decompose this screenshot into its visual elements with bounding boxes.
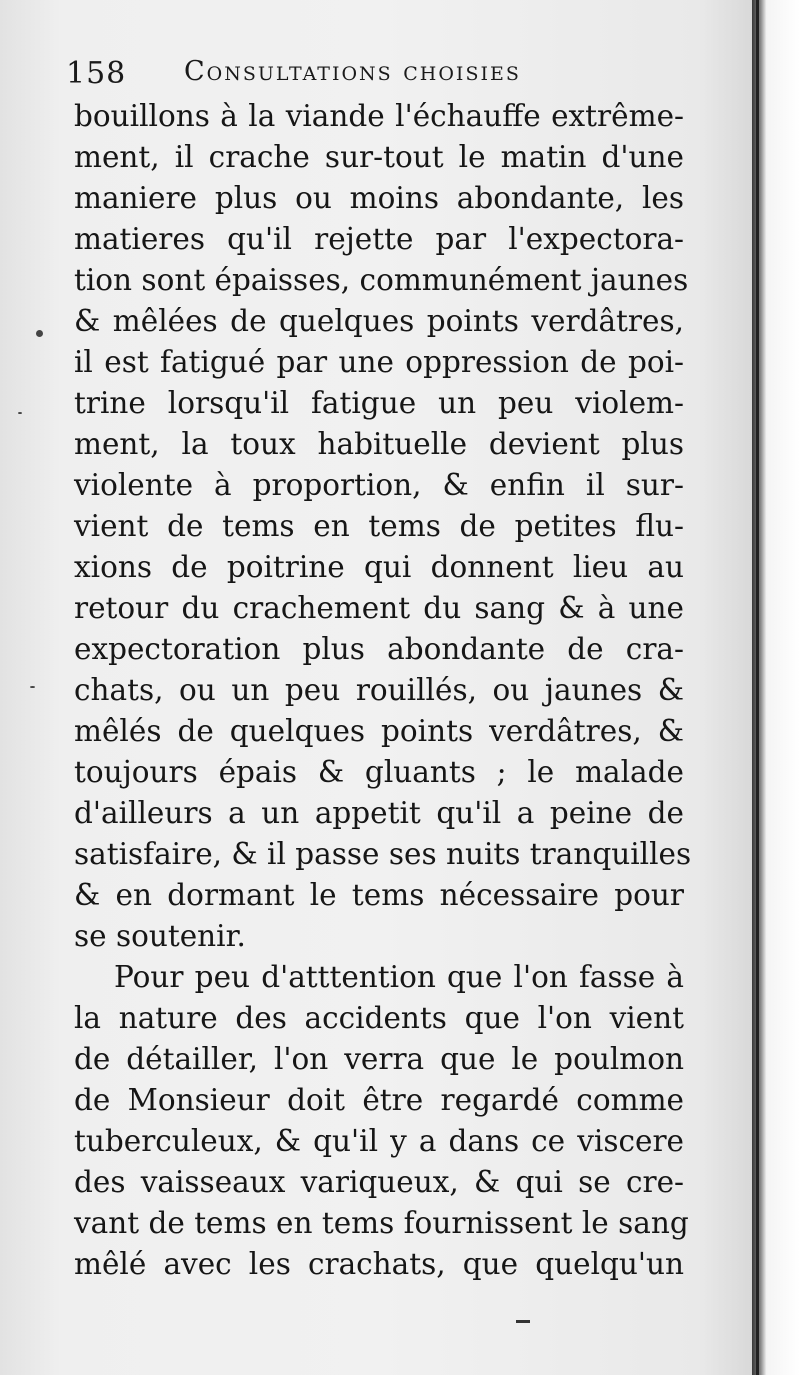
text-line: d'ailleurs a un appetit qu'il a peine de (74, 796, 684, 830)
text-line: retour du crachement du sang & à une (74, 591, 684, 625)
paragraph-1 (74, 96, 692, 957)
text-line: mêlés de quelques points verdâtres, & (74, 714, 684, 748)
text-line: il est fatigué par une oppression de poi- (74, 345, 684, 379)
text-line: se soutenir. (74, 919, 246, 953)
ink-speck (30, 686, 35, 688)
text-line: vant de tems en tems fournissent le sang (74, 1206, 689, 1240)
text-line: bouillons à la viande l'échauffe extrême- (74, 99, 684, 133)
text-line: mêlé avec les crachats, que quelqu'un (74, 1247, 684, 1281)
text-line: trine lorsqu'il fatigue un peu violem- (74, 386, 684, 420)
page-number: 158 (66, 56, 127, 91)
ink-speck (36, 330, 43, 337)
text-line: xions de poitrine qui donnent lieu au (74, 550, 684, 584)
text-line: la nature des accidents que l'on vient (74, 1001, 684, 1035)
paragraph-2 (74, 957, 689, 1285)
text-line: expectoration plus abondante de cra- (74, 632, 684, 666)
text-line: tion sont épaisses, communément jaunes (74, 263, 689, 297)
text-line: matieres qu'il rejette par l'expectora- (74, 222, 684, 256)
text-line: & mêlées de quelques points verdâtres, (74, 304, 684, 338)
catchword-mark (516, 1320, 530, 1323)
page-header (66, 54, 666, 98)
book-edge (756, 0, 759, 1375)
text-line: de détailler, l'on verra que le poulmon (74, 1042, 684, 1076)
text-line: de Monsieur doit être regardé comme (74, 1083, 684, 1117)
text-line: Pour peu d'atttention que l'on fasse à (114, 960, 684, 994)
text-line: maniere plus ou moins abondante, les (74, 181, 684, 215)
text-line: violente à proportion, & enfin il sur- (74, 468, 684, 502)
body-text (74, 96, 692, 1285)
text-line: ment, la toux habituelle devient plus (74, 427, 684, 461)
ink-speck (18, 412, 22, 414)
text-line: tuberculeux, & qu'il y a dans ce viscere (74, 1124, 684, 1158)
text-line: des vaisseaux variqueux, & qui se cre- (74, 1165, 684, 1199)
text-line: vient de tems en tems de petites flu- (74, 509, 684, 543)
text-line: & en dormant le tems nécessaire pour (74, 878, 684, 912)
running-title: Consultations choisies (184, 56, 521, 87)
text-line: chats, ou un peu rouillés, ou jaunes & (74, 673, 684, 707)
text-line: toujours épais & gluants ; le malade (74, 755, 684, 789)
text-line: ment, il crache sur-tout le matin d'une (74, 140, 684, 174)
text-line: satisfaire, & il passe ses nuits tranquilles (74, 837, 692, 871)
page-edge-shadow (752, 0, 800, 1375)
